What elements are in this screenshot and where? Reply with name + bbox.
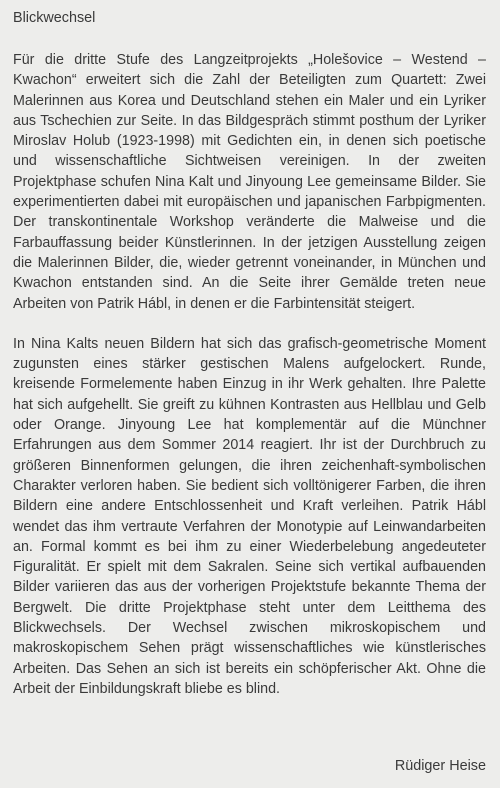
paragraph-2: In Nina Kalts neuen Bildern hat sich das grafisch-geometrische Moment zugunsten eines stärker gestischen Malens aufgelockert. Runde, kreisende Formelemente haben Einzug in ihr Werk gehalten. Ihre Palette hat sich aufgehellt. Sie greift zu kühnen Kontrasten aus Hellblau und Gelb oder Orange. Jinyoung Lee hat komplementär auf die Münchner Erfahrungen aus dem Sommer 2014 reagiert. Ihr ist der Durchbruch zu größeren Binnenformen gelungen, die ihren zeichenhaft-symbolischen Charakter verloren haben. Sie bedient sich volltönigerer Farben, die ihren Bildern eine andere Entschlossenheit und Kraft verleihen. Patrik Hábl wendet das ihm vertraute Verfahren der Monotypie auf Leinwandarbeiten an. Formal kommt es bei ihm zu einer Wiederbelebung angedeuteter Figuralität. Er spielt mit dem Sakralen. Seine sich vertikal aufbauenden Bilder variieren das aus der vorherigen Projektstufe bekannte Thema der Bergwelt. Die dritte Projektphase steht unter dem Leitthema des Blickwechsels. Der Wechsel zwischen mikroskopischem und makroskopischem Sehen prägt wissenschaftliches wie künstlerisches Arbeiten. Das Sehen an sich ist bereits ein schöpferischer Akt. Ohne die Arbeit der Einbildungskraft bliebe es blind. <box>13 335 486 697</box>
author-signature: Rüdiger Heise <box>394 758 486 774</box>
document-heading: Blickwechsel <box>13 10 96 26</box>
paragraph-1: Für die dritte Stufe des Langzeitprojekts „Holešovice – Westend – Kwachon“ erweitert sich die Zahl der Beteiligten zum Quartett: Zwei Malerinnen aus Korea und Deutschland stehen ein Maler und ein Lyriker aus Tschechien zur Seite. In das Bildgespräch stimmt posthum der Lyriker Miroslav Holub (1923-1998) mit Gedichten ein, in denen sich poetische und wissenschaftliche Sichtweisen vereinigen. In der zweiten Projektphase schufen Nina Kalt und Jinyoung Lee gemeinsame Bilder. Sie experimentierten dabei mit europäischen und japanischen Farbpigmenten. Der transkontinentale Workshop veränderte die Malweise und die Farbauffassung beider Künstlerinnen. In der jetzigen Ausstellung zeigen die Malerinnen Bilder, die, wieder getrennt voneinander, in München und Kwachon entstanden sind. An die Seite ihrer Gemälde treten neue Arbeiten von Patrik Hábl, in denen er die Farbintensität steigert. <box>13 52 486 312</box>
